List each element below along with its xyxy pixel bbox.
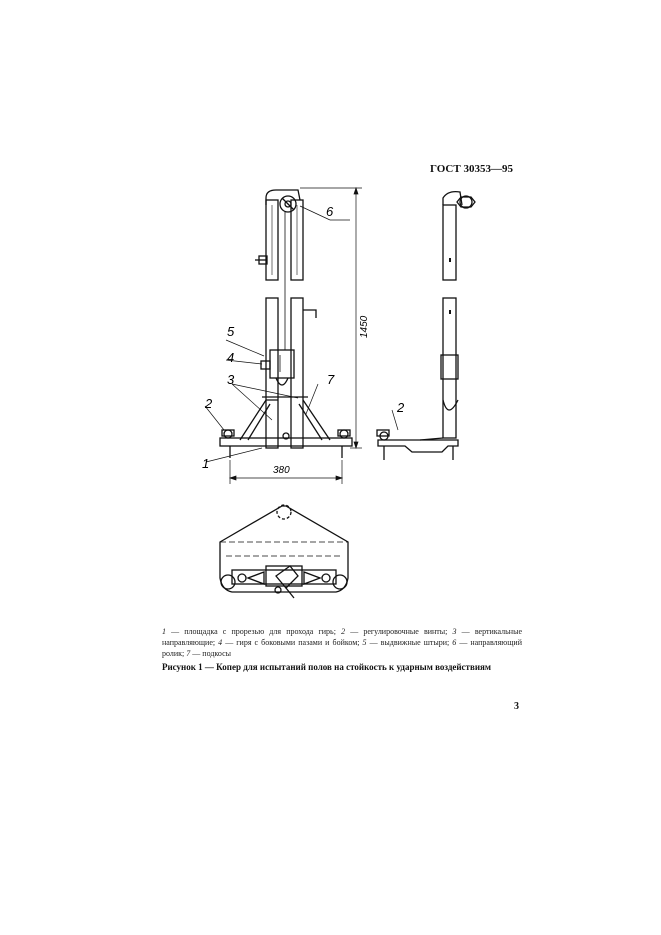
dimension-height: 1450 xyxy=(359,315,370,338)
figure-title: Рисунок 1 — Копер для испытаний полов на стойкость к ударным воздействиям xyxy=(162,662,492,672)
label-4: 4 xyxy=(227,350,235,365)
legend-num-7: 7 xyxy=(186,649,191,658)
legend-text-6: — направляющий ролик; xyxy=(162,638,522,658)
label-2: 2 xyxy=(205,396,213,411)
legend-text-7: — подкосы xyxy=(190,649,232,658)
legend-text-2: — регулировочные винты; xyxy=(345,627,453,636)
legend-num-5: 5 xyxy=(362,638,367,647)
left-guide-rail xyxy=(266,200,278,448)
label-5: 5 xyxy=(227,324,235,339)
legend-num-6: 6 xyxy=(452,638,457,647)
side-view xyxy=(377,192,475,460)
guide-roller xyxy=(266,190,300,212)
dimension-width: 380 xyxy=(273,465,290,476)
plan-view xyxy=(220,505,348,598)
figure-legend xyxy=(162,626,522,659)
dimension-lines xyxy=(230,188,362,484)
legend-num-3: 3 xyxy=(452,627,457,636)
legend-text-4: — гиря с боковыми пазами и бойком; xyxy=(222,638,363,647)
label-1: 1 xyxy=(202,456,210,471)
label-6: 6 xyxy=(326,204,334,219)
page-number: 3 xyxy=(514,701,519,712)
legend-num-1: 1 xyxy=(162,627,166,636)
side-label-2: 2 xyxy=(397,400,405,415)
label-7: 7 xyxy=(327,372,335,387)
standard-number: ГОСТ 30353—95 xyxy=(430,163,513,175)
legend-text-3: — вертикальные направляющие; xyxy=(162,627,523,647)
right-guide-rail xyxy=(291,200,303,448)
legend-text-1: — площадка с прорезью для прохода гирь; xyxy=(166,627,342,636)
legend-num-4: 4 xyxy=(218,638,223,647)
legend-num-2: 2 xyxy=(341,627,346,636)
label-3: 3 xyxy=(227,372,235,387)
legend-text-5: — выдвижные штыри; xyxy=(366,638,453,647)
